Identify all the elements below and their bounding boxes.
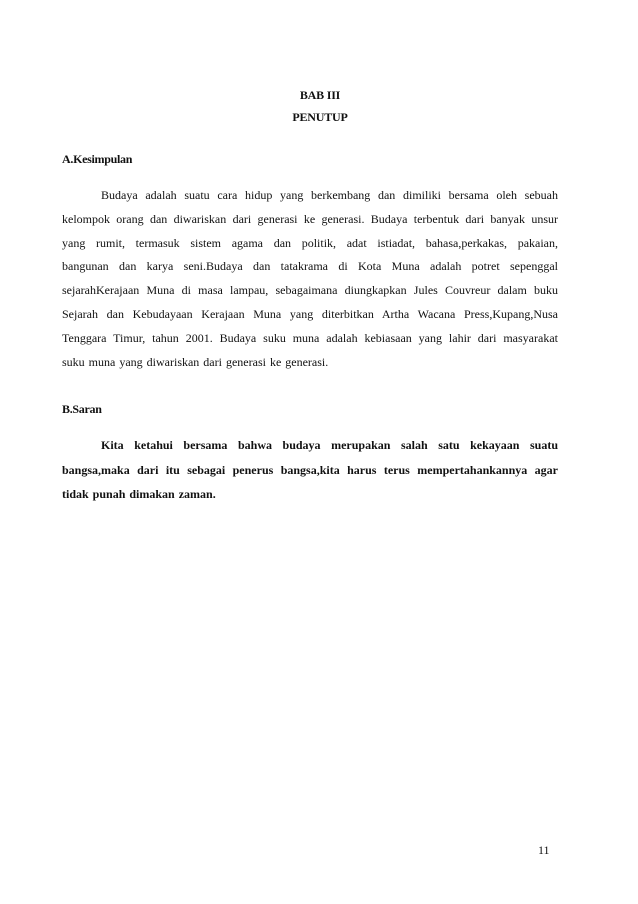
paragraph-line: sejarahKerajaan Muna di masa lampau, sebagaimana diungkapkan Jules Couvreur dalam buku xyxy=(62,283,558,298)
section-heading-saran: B.Saran xyxy=(62,402,102,416)
section-heading-kesimpulan: A.Kesimpulan xyxy=(62,152,133,166)
paragraph-saran xyxy=(62,438,558,512)
chapter-number: BAB III xyxy=(299,88,341,102)
page-number: 11 xyxy=(538,843,550,857)
paragraph-line: kelompok orang dan diwariskan dari generasi ke generasi. Budaya terbentuk dari banyak unsur xyxy=(62,211,558,226)
paragraph-line: bangunan dan karya seni.Budaya dan tatakrama di Kota Muna adalah potret sepenggal xyxy=(62,259,558,274)
paragraph-line: Kita ketahui bersama bahwa budaya merupakan salah satu kekayaan suatu xyxy=(101,438,558,452)
paragraph-line: bangsa,maka dari itu sebagai penerus bangsa,kita harus terus mempertahankannya agar xyxy=(62,462,558,477)
paragraph-line: Budaya adalah suatu cara hidup yang berkembang dan dimiliki bersama oleh sebuah xyxy=(101,188,558,202)
paragraph-line: Tenggara Timur, tahun 2001. Budaya suku muna adalah kebiasaan yang lahir dari masyarakat xyxy=(62,330,558,345)
paragraph-kesimpulan xyxy=(62,188,558,378)
paragraph-line: yang rumit, termasuk sistem agama dan politik, adat istiadat, bahasa,perkakas, pakaian, xyxy=(62,235,558,250)
paragraph-line: tidak punah dimakan zaman. xyxy=(62,487,216,502)
paragraph-line: Sejarah dan Kebudayaan Kerajaan Muna yang diterbitkan Artha Wacana Press,Kupang,Nusa xyxy=(62,306,558,321)
paragraph-line: suku muna yang diwariskan dari generasi ke generasi. xyxy=(62,354,329,369)
chapter-title: PENUTUP xyxy=(292,110,348,124)
